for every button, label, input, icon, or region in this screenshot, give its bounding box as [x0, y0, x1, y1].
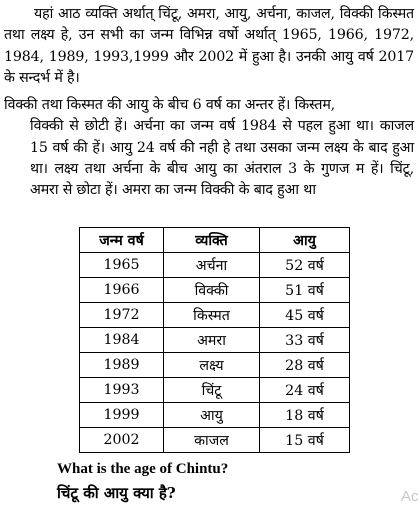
cell-year: 1984 [80, 328, 164, 353]
cell-age: 28 वर्ष [260, 353, 350, 378]
cell-age: 18 वर्ष [260, 403, 350, 428]
table-row [80, 378, 350, 403]
cell-person: काजल [164, 428, 260, 453]
cell-age: 24 वर्ष [260, 378, 350, 403]
table-row [80, 253, 350, 278]
table-header-row [80, 228, 350, 253]
intro-paragraph: यहां आठ व्यक्ति अर्थात् चिंटू, अमरा, आयु, अर्चना, काजल, विक्की किस्मत तथा लक्ष्य हे, उन सभी का जन्म विभिन्न वर्षो अर्थात् 1965, 1966, 1972, 1984, 1989, 1993,1999 और 2002 में हुआ है। उनकी आयु वर्ष 2017 के सन्दर्भ में है। [4, 6, 414, 86]
header-person: व्यक्ति [164, 228, 260, 253]
header-age: आयु [260, 228, 350, 253]
cell-year: 1966 [80, 278, 164, 303]
table-row [80, 428, 350, 453]
table-row [80, 403, 350, 428]
answer-table [79, 227, 350, 453]
cell-person: लक्ष्य [164, 353, 260, 378]
conditions-paragraph [4, 95, 414, 201]
cell-year: 1965 [80, 253, 164, 278]
cell-year: 1999 [80, 403, 164, 428]
table-row [80, 328, 350, 353]
table-row [80, 278, 350, 303]
table-row [80, 303, 350, 328]
cell-year: 1972 [80, 303, 164, 328]
header-birth-year: जन्म वर्ष [80, 228, 164, 253]
cell-year: 2002 [80, 428, 164, 453]
cell-person: किस्मत [164, 303, 260, 328]
cell-age: 45 वर्ष [260, 303, 350, 328]
cell-person: अमरा [164, 328, 260, 353]
cell-year: 1993 [80, 378, 164, 403]
conditions-rest: विक्की से छोटी हें। अर्चना का जन्म वर्ष 1984 से पहल हुआ था। काजल 15 वर्ष की हें। आयु 24 वर्ष की नही हे तथा उसका जन्म लक्ष्य के बाद हुआ था। लक्ष्य तथा अर्चना के बीच आयु का अंतराल 3 के गुणज म हें। चिंटू, अमरा से छोटा हें। अमरा का जन्म विक्की के बाद हुआ था [30, 118, 414, 199]
cell-age: 51 वर्ष [260, 278, 350, 303]
cell-person: विक्की [164, 278, 260, 303]
cell-person: चिंटू [164, 378, 260, 403]
cell-age: 33 वर्ष [260, 328, 350, 353]
conditions-first-line: विक्की तथा किस्मत की आयु के बीच 6 वर्ष का अन्तर हें। किस्तम, [4, 97, 336, 113]
cell-age: 52 वर्ष [260, 253, 350, 278]
cell-person: आयु [164, 403, 260, 428]
question-hindi: चिंटू की आयु क्या है? [57, 484, 176, 502]
cell-age: 15 वर्ष [260, 428, 350, 453]
table-row [80, 353, 350, 378]
watermark-text: Ac [401, 488, 419, 505]
cell-person: अर्चना [164, 253, 260, 278]
cell-year: 1989 [80, 353, 164, 378]
question-english: What is the age of Chintu? [57, 461, 229, 477]
